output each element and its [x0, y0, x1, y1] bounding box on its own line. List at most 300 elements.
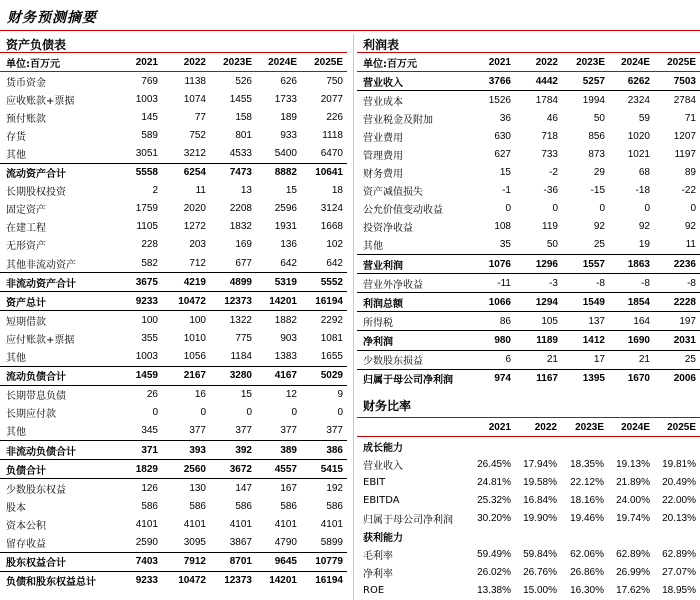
value-cell: 377 — [162, 422, 210, 441]
value-cell: 12373 — [224, 575, 252, 587]
value-cell: 718 — [541, 130, 558, 142]
value-cell: 586 — [280, 500, 297, 512]
row-label: 存货 — [6, 131, 26, 143]
value-cell: 1670 — [627, 373, 650, 385]
value-cell: 2292 — [320, 314, 343, 326]
value-cell: 119 — [542, 221, 558, 233]
value-cell: 1272 — [183, 221, 206, 233]
row-label: 非流动负债合计 — [0, 440, 120, 459]
value-cell: 24.00% — [616, 494, 650, 506]
value-cell: 4101 — [183, 518, 206, 530]
row-label: 毛利率 — [363, 551, 393, 563]
value-cell: 392 — [210, 440, 256, 459]
table-row — [0, 200, 347, 218]
value-cell: 1056 — [162, 348, 210, 367]
value-cell: 775 — [235, 332, 252, 344]
value-cell — [654, 528, 700, 546]
table-row — [0, 440, 347, 459]
value-cell: 7503 — [654, 72, 700, 91]
ratios-title: 财务比率 — [363, 399, 412, 413]
value-cell: 86 — [475, 312, 515, 331]
value-cell: 105 — [515, 312, 562, 331]
table-row — [0, 254, 347, 273]
value-cell: 29 — [593, 167, 605, 179]
value-cell: 19.90% — [523, 513, 557, 525]
row-label: 归属于母公司净利润 — [363, 515, 453, 527]
value-cell: 0 — [644, 203, 650, 215]
value-cell: 11 — [195, 185, 206, 197]
value-cell: 16194 — [315, 575, 343, 587]
value-cell — [515, 437, 561, 456]
value-cell: 25 — [562, 236, 609, 255]
value-cell: 1557 — [562, 255, 609, 274]
table-row — [0, 552, 347, 571]
row-label: EBITDA — [363, 494, 400, 506]
value-cell: 3124 — [320, 203, 343, 215]
value-cell: 630 — [494, 130, 511, 142]
value-cell: 1020 — [627, 130, 650, 142]
value-cell: 1455 — [229, 93, 252, 105]
table-row — [357, 164, 700, 182]
value-cell: 974 — [494, 373, 511, 385]
table-row — [0, 292, 347, 311]
value-cell: 1322 — [229, 314, 252, 326]
value-cell: 2 — [152, 185, 158, 197]
row-label: 营业外净收益 — [357, 274, 475, 293]
row-label: 股本 — [6, 502, 26, 514]
table-row — [0, 182, 347, 200]
row-label: 其他 — [0, 422, 120, 441]
value-cell: 7912 — [162, 552, 210, 571]
value-cell: 1021 — [627, 149, 650, 161]
value-cell: 873 — [588, 149, 605, 161]
row-label: 公允价值变动收益 — [363, 205, 443, 217]
value-cell: 1105 — [136, 221, 158, 233]
value-cell — [654, 437, 700, 456]
row-label: 无形资产 — [6, 241, 46, 253]
row-label: 负债和股东权益总计 — [6, 577, 96, 589]
value-cell: 3766 — [475, 72, 515, 91]
value-cell: 18.16% — [570, 494, 604, 506]
value-cell: 2020 — [183, 203, 206, 215]
value-cell: -1 — [502, 185, 511, 197]
table-row — [357, 546, 700, 564]
value-cell: 26.76% — [523, 567, 557, 579]
value-cell: 4167 — [256, 366, 301, 385]
value-cell: 108 — [494, 221, 511, 233]
ratios-table — [357, 418, 700, 600]
value-cell: 13.38% — [477, 585, 511, 597]
table-row — [0, 329, 347, 347]
value-cell: -3 — [515, 274, 562, 293]
value-cell: 92 — [638, 221, 650, 233]
year-header: 2021 — [120, 53, 162, 72]
value-cell: 1759 — [135, 203, 158, 215]
value-cell: 1733 — [274, 93, 297, 105]
value-cell: 3280 — [210, 366, 256, 385]
value-cell: 59 — [638, 112, 650, 124]
value-cell: 2228 — [654, 293, 700, 312]
value-cell: 856 — [588, 130, 605, 142]
value-cell: 1882 — [274, 314, 297, 326]
value-cell: 2324 — [627, 94, 650, 106]
value-cell: 4790 — [256, 533, 301, 552]
value-cell: 62.06% — [570, 549, 604, 561]
value-cell: 4899 — [210, 273, 256, 292]
row-label: 预付账款 — [6, 113, 46, 125]
value-cell: 2596 — [274, 203, 297, 215]
value-cell: 1863 — [609, 255, 654, 274]
row-label: 应付账款+票据 — [6, 334, 75, 346]
value-cell: 1296 — [515, 255, 562, 274]
value-cell: 0 — [200, 407, 206, 419]
value-cell: 4219 — [162, 273, 210, 292]
row-label: 股东权益合计 — [0, 552, 120, 571]
row-label: EBIT — [363, 476, 386, 488]
row-label: 其他 — [0, 348, 120, 367]
value-cell — [561, 528, 608, 546]
value-cell: 1003 — [120, 348, 162, 367]
year-header: 2024E — [609, 53, 654, 72]
year-header: 2023E — [210, 53, 256, 72]
value-cell: 62.89% — [662, 549, 696, 561]
value-cell: 371 — [120, 440, 162, 459]
row-label: 货币资金 — [6, 77, 46, 89]
table-row — [357, 200, 700, 218]
value-cell: 27.07% — [662, 567, 696, 579]
value-cell: 2006 — [673, 373, 696, 385]
value-cell: 130 — [189, 482, 206, 494]
value-cell: 15 — [285, 185, 297, 197]
table-row — [0, 479, 347, 498]
balance-sheet-title: 资产负债表 — [6, 38, 67, 52]
value-cell: -8 — [654, 274, 700, 293]
row-label: 固定资产 — [6, 205, 46, 217]
value-cell: 586 — [141, 500, 158, 512]
table-row — [0, 366, 347, 385]
table-row — [357, 369, 700, 388]
row-label: 净利率 — [363, 569, 393, 581]
value-cell: 22.00% — [662, 494, 696, 506]
value-cell: 164 — [609, 312, 654, 331]
value-cell: 7473 — [229, 167, 252, 179]
value-cell: 1832 — [229, 221, 252, 233]
value-cell: 2590 — [120, 533, 162, 552]
value-cell: 15 — [499, 167, 511, 179]
row-label: 净利润 — [357, 331, 475, 350]
value-cell: 0 — [690, 203, 696, 215]
value-cell: 192 — [326, 482, 343, 494]
value-cell: 1184 — [210, 348, 256, 367]
value-cell: 26.02% — [477, 567, 511, 579]
value-cell: 393 — [162, 440, 210, 459]
row-label: 营业收入 — [363, 460, 403, 472]
row-label: 资产总计 — [0, 292, 120, 311]
value-cell: 627 — [494, 149, 511, 161]
value-cell: 9 — [337, 389, 343, 401]
value-cell: 733 — [541, 149, 558, 161]
value-cell: 19.58% — [523, 476, 557, 488]
value-cell: 586 — [189, 500, 206, 512]
value-cell: 137 — [562, 312, 609, 331]
value-cell: 21.89% — [616, 476, 650, 488]
value-cell: 77 — [194, 111, 206, 123]
value-cell: 126 — [141, 482, 158, 494]
table-row — [0, 163, 347, 182]
value-cell: 2077 — [320, 93, 343, 105]
value-cell: 5257 — [562, 72, 609, 91]
value-cell: 226 — [326, 111, 343, 123]
year-header: 2021 — [470, 418, 515, 437]
row-label: 少数股东损益 — [357, 350, 475, 369]
value-cell: 0 — [337, 407, 343, 419]
value-cell: 6470 — [301, 144, 347, 163]
row-label: 应收账款+票据 — [6, 95, 75, 107]
value-cell: 582 — [120, 254, 162, 273]
table-row — [0, 90, 347, 108]
table-row — [0, 273, 347, 292]
value-cell: 1076 — [475, 255, 515, 274]
value-cell: 386 — [301, 440, 347, 459]
table-row — [357, 312, 700, 331]
value-cell: 10472 — [162, 292, 210, 311]
table-row — [0, 126, 347, 144]
value-cell: 5552 — [301, 273, 347, 292]
value-cell: 1994 — [582, 94, 605, 106]
value-cell: 1668 — [320, 221, 343, 233]
value-cell: 7403 — [120, 552, 162, 571]
table-row — [357, 509, 700, 527]
value-cell: 586 — [326, 500, 343, 512]
value-cell: 2784 — [673, 94, 696, 106]
value-cell: 642 — [256, 254, 301, 273]
value-cell: 801 — [235, 129, 252, 141]
value-cell: 19.74% — [616, 513, 650, 525]
value-cell: -8 — [609, 274, 654, 293]
value-cell: 5319 — [256, 273, 301, 292]
page-title: 财务预测摘要 — [7, 10, 97, 26]
unit-label — [357, 418, 470, 437]
value-cell: 1395 — [582, 373, 605, 385]
value-cell: 1167 — [536, 373, 558, 385]
value-cell: 5899 — [301, 533, 347, 552]
table-row — [357, 218, 700, 236]
row-label: 长期带息负债 — [6, 391, 66, 403]
year-header: 2024E — [256, 53, 301, 72]
table-row — [357, 236, 700, 255]
value-cell: 526 — [235, 75, 252, 87]
value-cell: 1010 — [183, 332, 206, 344]
value-cell: 5029 — [301, 366, 347, 385]
value-cell: 1784 — [535, 94, 558, 106]
header-row — [357, 418, 700, 437]
value-cell: 0 — [246, 407, 252, 419]
table-row — [357, 473, 700, 491]
value-cell: 1207 — [673, 130, 696, 142]
value-cell: 3051 — [120, 144, 162, 163]
value-cell: 18 — [331, 185, 343, 197]
value-cell: 59.49% — [477, 549, 511, 561]
row-label: 获利能力 — [363, 533, 403, 545]
balance-sheet-body — [0, 53, 347, 590]
value-cell: 35 — [475, 236, 515, 255]
row-label: 营业费用 — [363, 132, 403, 144]
value-cell: 189 — [280, 111, 297, 123]
value-cell — [561, 437, 608, 456]
value-cell: 4101 — [135, 518, 158, 530]
value-cell: 1412 — [562, 331, 609, 350]
value-cell: 25 — [654, 350, 700, 369]
value-cell: 102 — [326, 239, 343, 251]
value-cell: -8 — [562, 274, 609, 293]
value-cell: 355 — [141, 332, 158, 344]
year-header: 2023E — [562, 53, 609, 72]
row-label: 其他 — [357, 236, 475, 255]
table-row — [0, 385, 347, 404]
income-statement-body — [357, 53, 700, 388]
value-cell: 19.81% — [662, 458, 696, 470]
value-cell: 6254 — [183, 167, 206, 179]
income-statement-table — [357, 53, 700, 388]
table-row — [0, 311, 347, 330]
table-row — [0, 497, 347, 515]
value-cell: 933 — [280, 129, 297, 141]
value-cell: 712 — [162, 254, 210, 273]
row-label: 所得税 — [357, 312, 475, 331]
value-cell: 6 — [475, 350, 515, 369]
year-header: 2025E — [654, 418, 700, 437]
value-cell: 980 — [475, 331, 515, 350]
value-cell: 4101 — [274, 518, 297, 530]
value-cell: 1690 — [609, 331, 654, 350]
table-row — [357, 182, 700, 200]
value-cell: 30.20% — [477, 513, 511, 525]
row-label: 长期股权投资 — [6, 187, 66, 199]
row-label: 少数股东权益 — [6, 484, 66, 496]
value-cell: 377 — [256, 422, 301, 441]
row-label: 归属于母公司净利润 — [363, 375, 453, 387]
year-header: 2021 — [475, 53, 515, 72]
value-cell: 19.46% — [570, 513, 604, 525]
table-row — [357, 109, 700, 127]
value-cell — [470, 437, 515, 456]
value-cell: 92 — [684, 221, 696, 233]
value-cell: 12373 — [210, 292, 256, 311]
value-cell: 158 — [235, 111, 252, 123]
value-cell: 89 — [684, 167, 696, 179]
value-cell: 750 — [326, 75, 343, 87]
table-row — [357, 145, 700, 163]
year-header: 2025E — [301, 53, 347, 72]
value-cell: 8701 — [210, 552, 256, 571]
value-cell: 17.62% — [616, 585, 650, 597]
row-label: 成长能力 — [363, 442, 403, 454]
year-header: 2022 — [515, 53, 562, 72]
value-cell: 5558 — [135, 167, 158, 179]
value-cell: 9645 — [256, 552, 301, 571]
value-cell: 26 — [146, 389, 158, 401]
value-cell: -22 — [681, 185, 696, 197]
table-row — [357, 564, 700, 582]
value-cell: 16 — [194, 389, 206, 401]
value-cell: -2 — [549, 167, 558, 179]
value-cell: 12 — [285, 389, 297, 401]
value-cell: 136 — [280, 239, 297, 251]
value-cell: 9233 — [120, 292, 162, 311]
value-cell: 26.45% — [477, 458, 511, 470]
value-cell: 14201 — [256, 292, 301, 311]
value-cell: -36 — [543, 185, 558, 197]
table-row — [357, 91, 700, 110]
value-cell: 1074 — [183, 93, 206, 105]
table-row — [357, 455, 700, 473]
table-row — [0, 404, 347, 422]
value-cell: 2560 — [162, 460, 210, 479]
value-cell: 3867 — [210, 533, 256, 552]
value-cell: 903 — [280, 332, 297, 344]
value-cell: 100 — [141, 314, 158, 326]
value-cell: 769 — [141, 75, 158, 87]
year-header: 2022 — [162, 53, 210, 72]
table-row — [357, 582, 700, 600]
value-cell: 1294 — [515, 293, 562, 312]
value-cell — [608, 437, 654, 456]
value-cell: 1931 — [274, 221, 297, 233]
value-cell: 1854 — [609, 293, 654, 312]
value-cell: 4533 — [210, 144, 256, 163]
value-cell: 4557 — [256, 460, 301, 479]
value-cell: 3095 — [162, 533, 210, 552]
value-cell: 1829 — [120, 460, 162, 479]
value-cell: 2167 — [162, 366, 210, 385]
value-cell: 17 — [562, 350, 609, 369]
value-cell: 26.99% — [616, 567, 650, 579]
value-cell: 2236 — [654, 255, 700, 274]
value-cell: 3212 — [162, 144, 210, 163]
value-cell: -18 — [635, 185, 650, 197]
value-cell: 4101 — [320, 518, 343, 530]
table-row — [357, 274, 700, 293]
row-label: 短期借款 — [6, 316, 46, 328]
table-row — [0, 533, 347, 552]
value-cell: 16.84% — [523, 494, 557, 506]
value-cell: 20.49% — [662, 476, 696, 488]
value-cell: -15 — [590, 185, 605, 197]
row-label: 负债合计 — [0, 460, 120, 479]
value-cell: 10641 — [315, 167, 343, 179]
value-cell: 13 — [240, 185, 252, 197]
column-divider — [353, 34, 354, 600]
value-cell: 25.32% — [477, 494, 511, 506]
value-cell: 1383 — [256, 348, 301, 367]
value-cell: 17.94% — [523, 458, 557, 470]
row-label: 流动资产合计 — [6, 169, 66, 181]
value-cell: 59.84% — [523, 549, 557, 561]
table-row — [357, 350, 700, 369]
row-label: 资本公积 — [6, 520, 46, 532]
value-cell: 3672 — [210, 460, 256, 479]
ratios-body — [357, 418, 700, 600]
value-cell: 5415 — [301, 460, 347, 479]
title-rule — [0, 30, 700, 31]
table-row — [0, 218, 347, 236]
value-cell: 1003 — [135, 93, 158, 105]
table-row — [357, 528, 700, 546]
table-row — [0, 108, 347, 126]
value-cell: 1189 — [515, 331, 562, 350]
value-cell: 589 — [141, 129, 158, 141]
value-cell: 147 — [235, 482, 252, 494]
